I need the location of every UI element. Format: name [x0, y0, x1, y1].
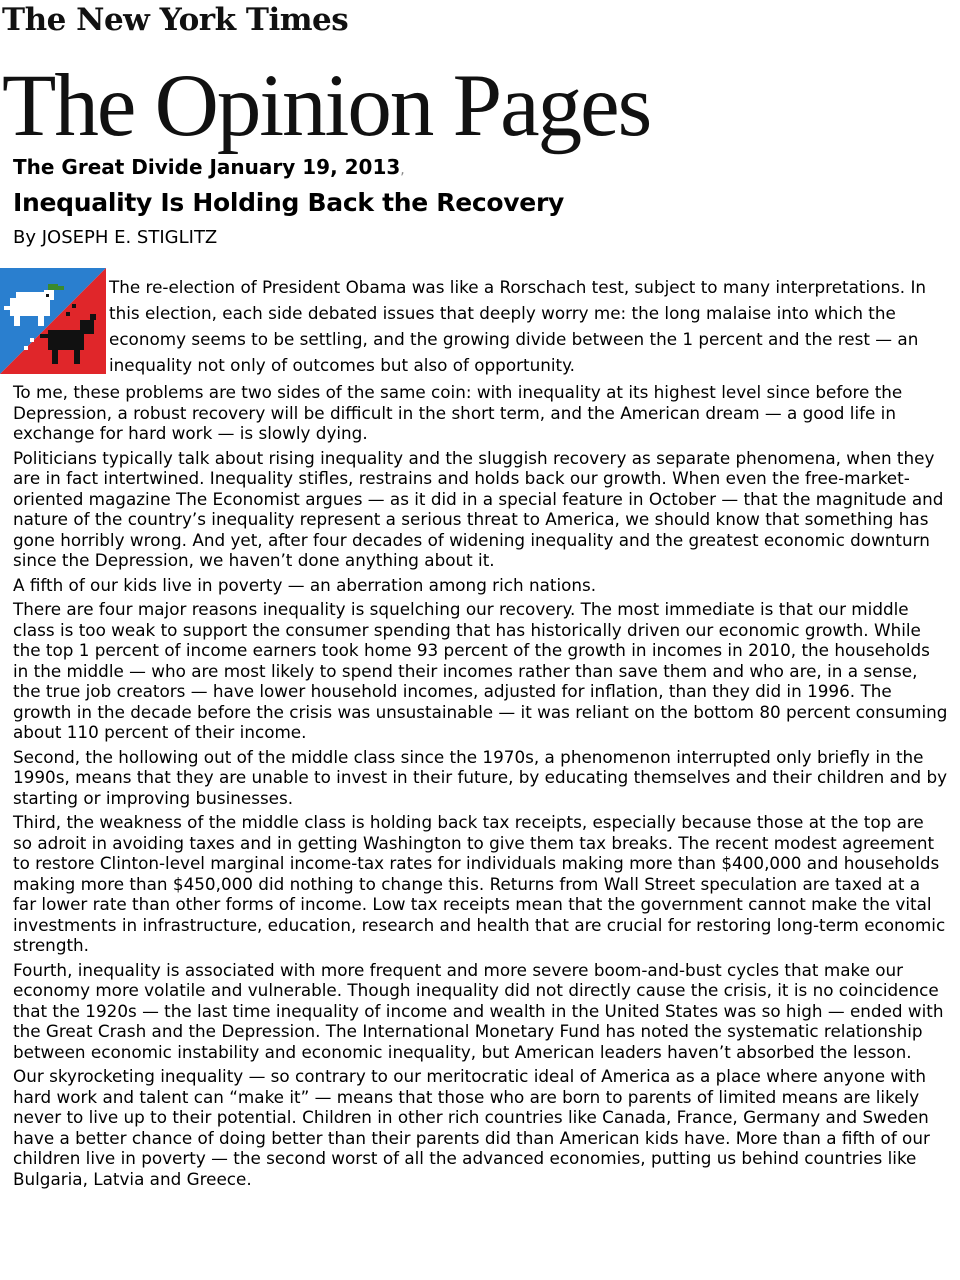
lead-paragraph: The re-election of President Obama was like a Rorschach test, subject to many interpretations. In this election, each side debated issues that deeply worry me: the long malaise into which the economy seems to be settling, and the growing divide between the 1 percent and the rest — an inequality not only of outcomes but also of opportunity.: [109, 277, 927, 375]
body-paragraph: Politicians typically talk about rising inequality and the sluggish recovery as separate phenomena, when they are in fact intertwined. Inequality stifles, restrains and holds back our growth. When even the free-market-oriented magazine The Economist argues — as it did in a special feature in October — that the magnitude and nature of the country’s inequality represent a serious threat to America, we should know that something has gone horribly wrong. And yet, after four decades of widening inequality and the greatest economic downturn since the Depression, we haven’t done anything about it.: [13, 447, 944, 570]
body-paragraph: A fifth of our kids live in poverty — an aberration among rich nations.: [13, 574, 597, 595]
illustration-image: [0, 268, 106, 374]
body-paragraph: There are four major reasons inequality is squelching our recovery. The most immediate is that our middle class is too weak to support the consumer spending that has historically driven our economic growth. While the top 1 percent of income earners took home 93 percent of the growth in incomes in 2010, the households in the middle — who are most likely to spend their incomes rather than save them and who are, in a sense, the true job creators — have lower household incomes, adjusted for inflation, than they did in 1996. The growth in the decade before the crisis was unsustainable — it was reliant on the bottom 80 percent consuming about 110 percent of their income.: [13, 599, 948, 742]
article-byline: By JOSEPH E. STIGLITZ: [13, 227, 218, 248]
article-headline: Inequality Is Holding Back the Recovery: [13, 188, 564, 217]
series-comma: ,: [400, 162, 405, 178]
series-and-date: [13, 154, 405, 183]
body-paragraph: To me, these problems are two sides of the same coin: with inequality at its highest level since before the Depression, a robust recovery will be difficult in the short term, and the American dream — a good life in exchange for hard work — is slowly dying.: [13, 382, 903, 443]
article-body: [13, 382, 948, 1193]
body-paragraph: Our skyrocketing inequality — so contrary to our meritocratic ideal of America as a place where anyone with hard work and talent can “make it” — means that those who are born to parents of limited means are likely never to live up to their potential. Children in other rich countries like Canada, France, Germany and Sweden have a better chance of doing better than their parents did than American kids have. More than a fifth of our children live in poverty — the second worst of all the advanced economies, putting us behind countries like Bulgaria, Latvia and Greece.: [13, 1066, 930, 1189]
series-date-text: The Great Divide January 19, 2013: [13, 155, 401, 179]
section-title: The Opinion Pages: [2, 57, 651, 155]
body-paragraph: Third, the weakness of the middle class is holding back tax receipts, especially because those at the top are so adroit in avoiding taxes and in getting Washington to give them tax breaks. The recent modest agreement to restore Clinton-level marginal income-tax rates for individuals making more than $400,000 and households making more than $450,000 did nothing to change this. Returns from Wall Street speculation are taxed at a far lower rate than other forms of income. Low tax receipts mean that the government cannot make the vital investments in infrastructure, education, research and health that are crucial for restoring long-term economic strength.: [13, 812, 946, 955]
body-paragraph: Second, the hollowing out of the middle class since the 1970s, a phenomenon interrupted only briefly in the 1990s, means that they are unable to invest in their future, by educating themselves and their children and by starting or improving businesses.: [13, 746, 948, 808]
illustration-red-blue-pixel-figures-icon: [0, 268, 106, 374]
body-paragraph: Fourth, inequality is associated with more frequent and more severe boom-and-bust cycles that make our economy more volatile and vulnerable. Though inequality did not directly cause the crisis, it is no coincidence that the 1920s — the last time inequality of income and wealth in the United States was so high — ended with the Great Crash and the Depression. The International Monetary Fund has noted the systematic relationship between economic instability and economic inequality, but American leaders haven’t absorbed the lesson.: [13, 959, 944, 1062]
masthead-logo: The New York Times: [2, 2, 349, 38]
